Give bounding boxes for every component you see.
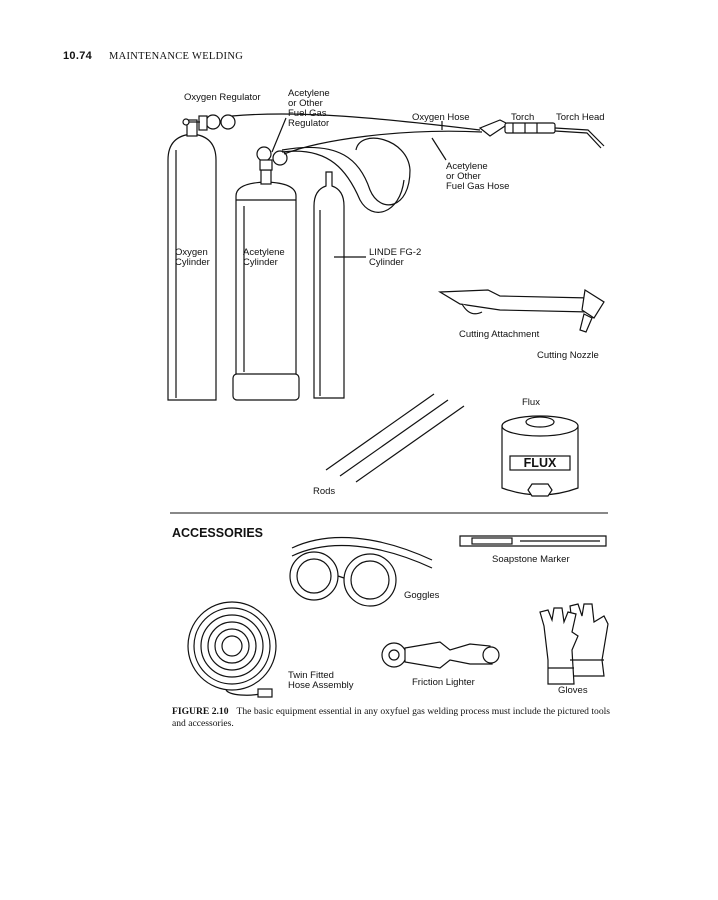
flux-can-text: FLUX [523, 456, 557, 470]
label-rods: Rods [313, 486, 336, 497]
caption-text: The basic equipment essential in any oxyfuel gas welding process must include the pictured tools and accessories. [172, 706, 611, 729]
label-gloves: Gloves [558, 685, 588, 696]
label-oxygen-cylinder-2: Cylinder [175, 257, 210, 268]
label-cutting-nozzle: Cutting Nozzle [537, 350, 599, 361]
label-soapstone-marker: Soapstone Marker [492, 554, 570, 565]
welding-rods [326, 394, 464, 482]
label-fuel-gas-hose-3: Fuel Gas Hose [446, 181, 510, 192]
page-number: 10.74 [63, 50, 93, 62]
label-flux: Flux [522, 397, 540, 408]
twin-hose-assembly-drawing [188, 602, 276, 697]
label-hose-assembly-1: Twin Fitted [288, 670, 334, 681]
label-goggles: Goggles [404, 590, 440, 601]
linde-fg2-cylinder [314, 172, 344, 398]
running-title: MAINTENANCE WELDING [108, 51, 244, 62]
label-acetylene-regulator-2: or Other [288, 98, 323, 109]
label-hose-assembly-2: Hose Assembly [288, 680, 354, 691]
label-oxygen-cylinder-1: Oxygen [175, 247, 208, 258]
friction-lighter-drawing [382, 642, 499, 668]
label-fuel-gas-hose-2: or Other [446, 171, 481, 182]
label-oxygen-hose: Oxygen Hose [412, 112, 470, 123]
label-acetylene-cylinder-2: Cylinder [243, 257, 278, 268]
label-cutting-attachment: Cutting Attachment [459, 329, 540, 340]
figure-caption [172, 706, 612, 730]
label-acetylene-cylinder-1: Acetylene [243, 247, 285, 258]
acetylene-cylinder [233, 170, 299, 400]
pointer-lines [272, 118, 446, 257]
label-torch-head: Torch Head [556, 112, 605, 123]
label-oxygen-regulator: Oxygen Regulator [184, 92, 261, 103]
label-acetylene-regulator-3: Fuel Gas [288, 108, 327, 119]
label-linde-cylinder-1: LINDE FG-2 [369, 247, 422, 258]
soapstone-marker-drawing [460, 536, 606, 546]
label-friction-lighter: Friction Lighter [412, 677, 475, 688]
label-torch: Torch [511, 112, 535, 123]
cutting-attachment-drawing [440, 290, 604, 332]
figure-number: FIGURE 2.10 [172, 706, 229, 717]
label-fuel-gas-hose-1: Acetylene [446, 161, 488, 172]
accessories-heading: ACCESSORIES [172, 526, 263, 540]
gloves-drawing [540, 604, 608, 684]
label-acetylene-regulator-1: Acetylene [288, 88, 330, 99]
label-acetylene-regulator-4: Regulator [288, 118, 330, 129]
label-linde-cylinder-2: Cylinder [369, 257, 404, 268]
flux-can [502, 416, 578, 496]
